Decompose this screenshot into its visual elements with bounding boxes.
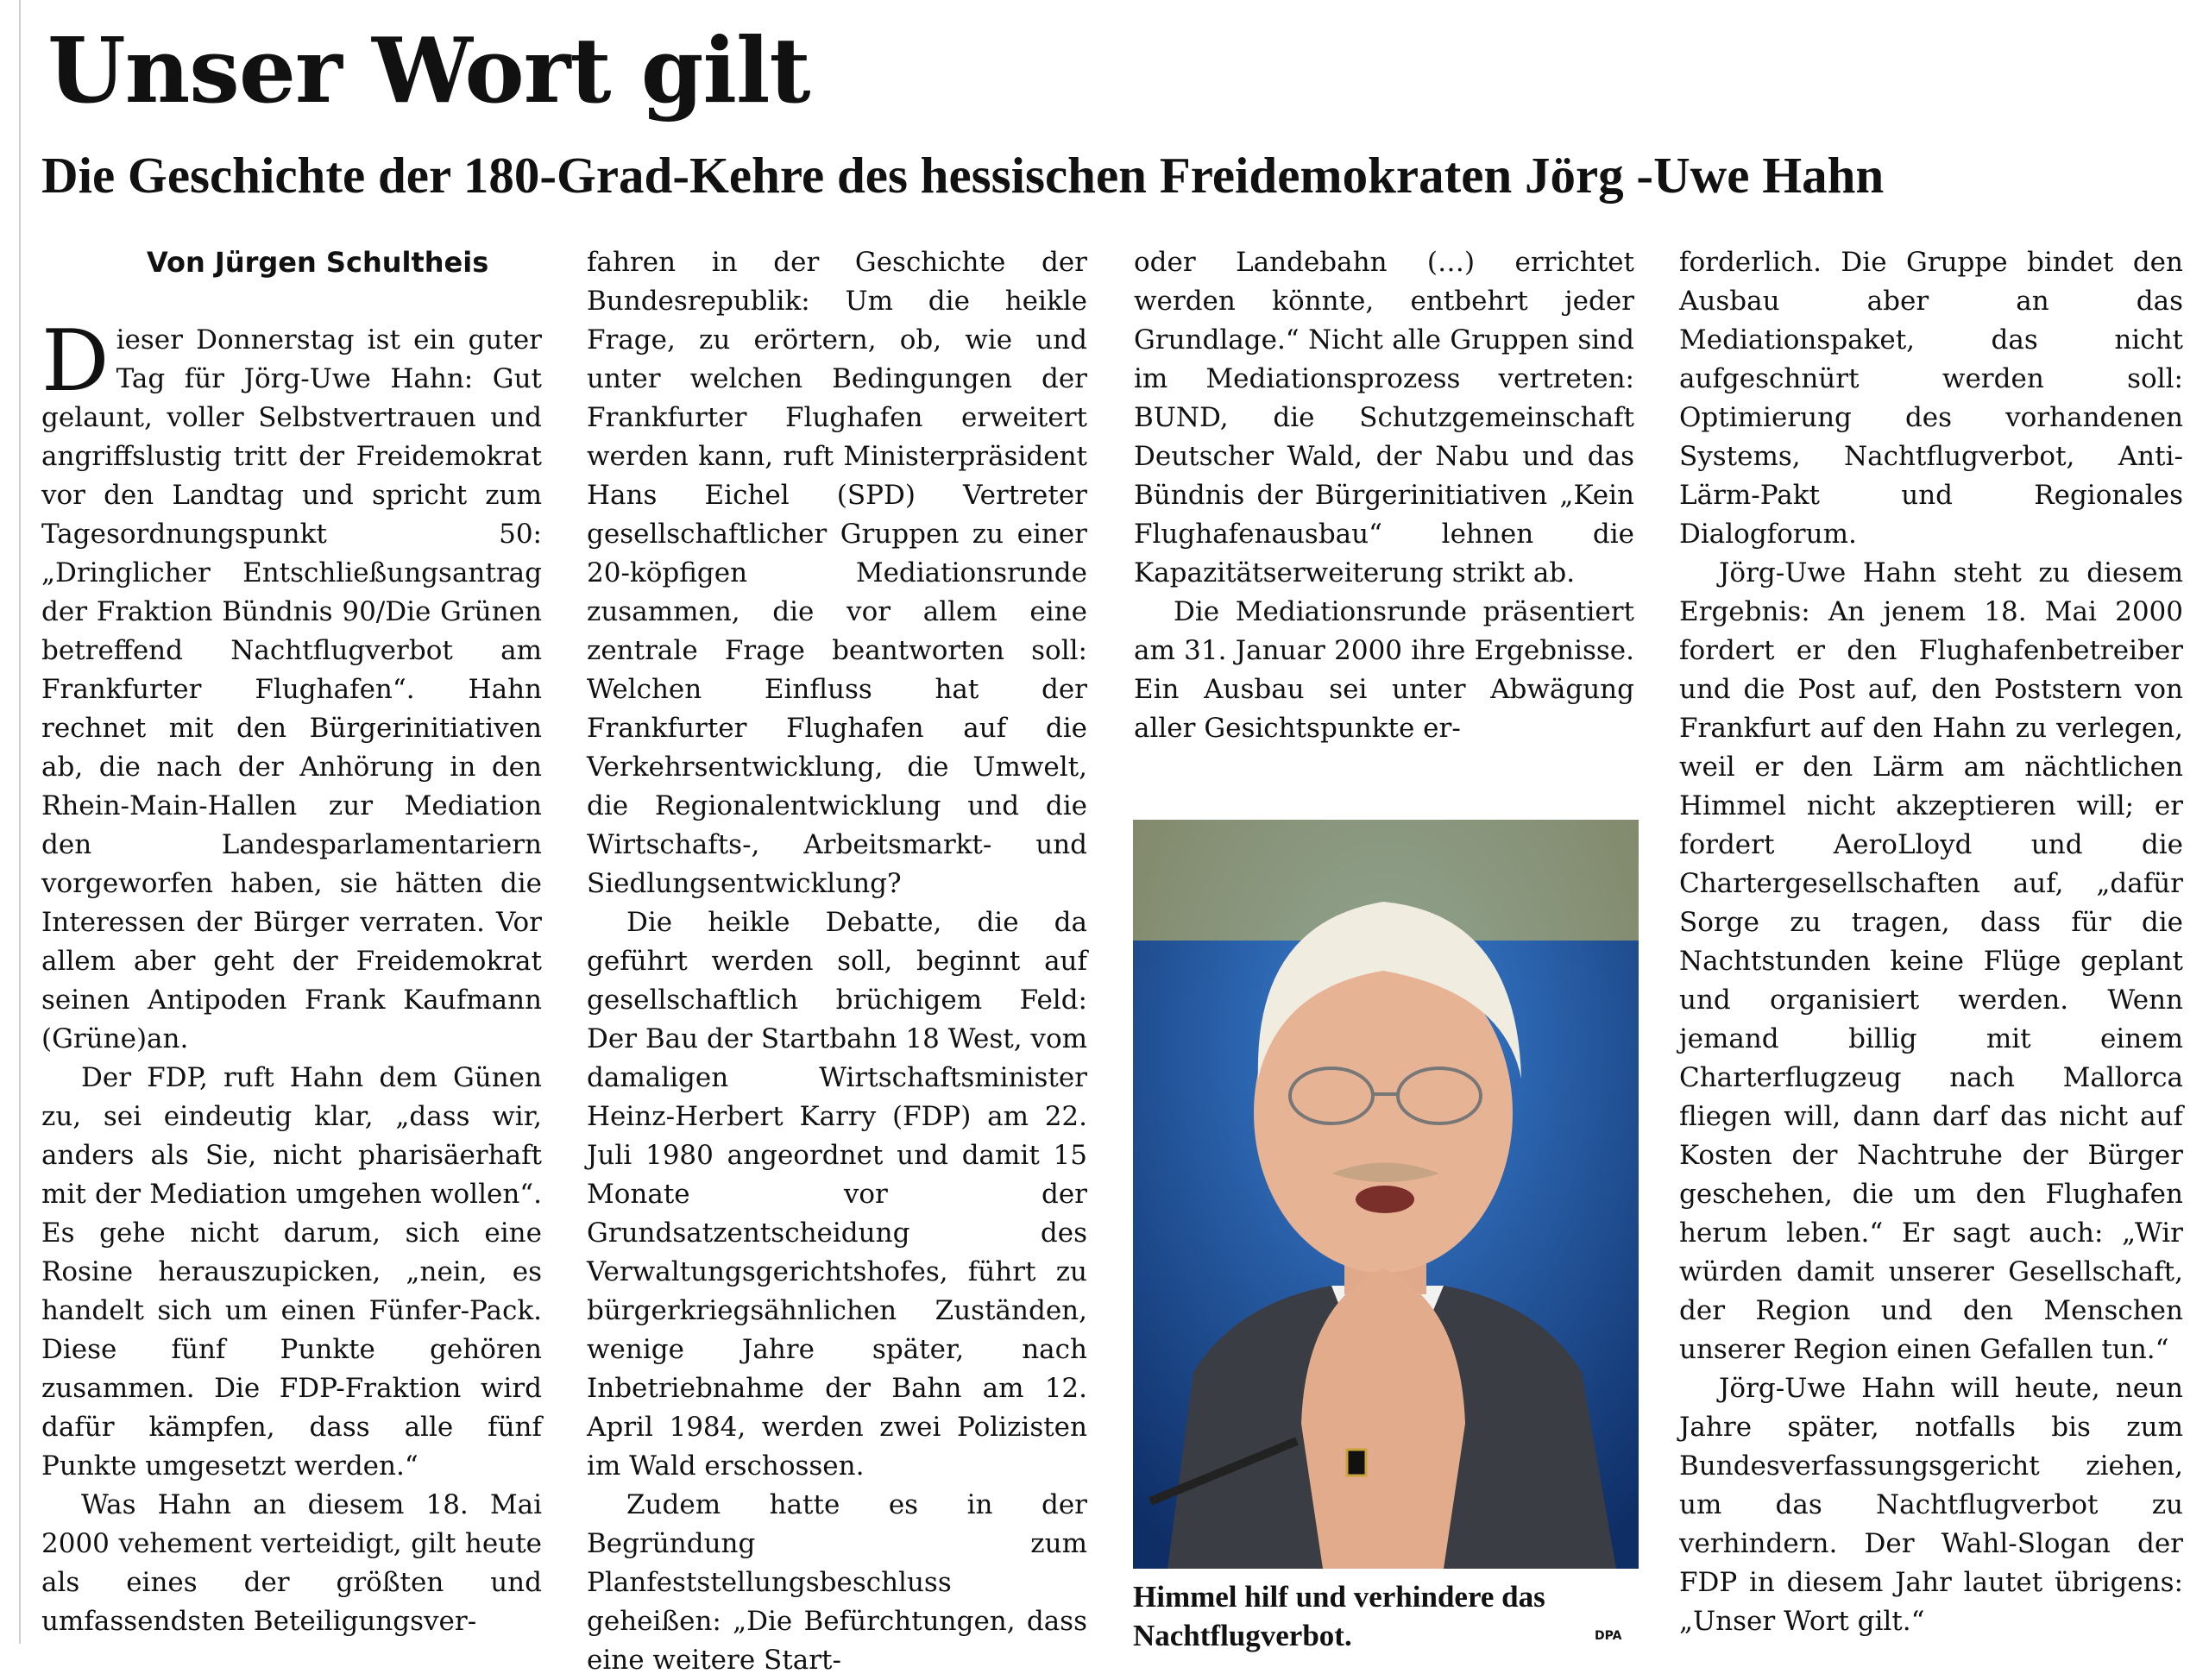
paragraph: oder Landebahn (…) errichtet werden könnte, entbehrt jeder Grundlage.“ Nicht alle Gruppen sind im Mediationsprozess vertreten: BUND, die Schutzgemeinschaft Deutscher Wald, der Nabu und das Bündnis der Bürgerinitiativen „Kein Flughafenausbau“ lehnen die Kapazitätserweiterung strikt ab. — [1134, 247, 1634, 588]
portrait-illustration — [1133, 820, 1639, 1569]
photo-caption: Himmel hilf und verhindere das Nachtflugverbot. — [1133, 1580, 1545, 1652]
article-column-4 — [1679, 243, 2183, 1641]
paragraph: Jörg-Uwe Hahn steht zu diesem Ergebnis: An jenem 18. Mai 2000 fordert er den Flughafenbetreiber und die Post auf, den Poststern von Frankfurt auf den Hahn zu verlegen, weil er den Lärm am nächtlichen Himmel nicht akzeptieren will; er fordert AeroLloyd und die Chartergesellschaften auf, „dafür Sorge zu tragen, dass für die Nachtstunden keine Flüge geplant und organisiert werden. Wenn jemand billig mit einem Charterflugzeug nach Mallorca fliegen will, dann darf das nicht auf Kosten der Nachtruhe der Bürger geschehen, die um den Flughafen herum leben.“ Er sagt auch: „Wir würden damit unserer Gesellschaft, der Region und den Menschen unserer Region einen Gefallen tun.“ — [1679, 557, 2183, 1365]
column-rule — [19, 0, 21, 1644]
article-column-3 — [1134, 243, 1634, 748]
paragraph: Was Hahn an diesem 18. Mai 2000 vehement verteidigt, gilt heute als eines der größten und umfassendsten Beteiligungsver- — [41, 1489, 542, 1637]
headline: Unser Wort gilt — [47, 17, 810, 123]
article-column-1 — [41, 312, 542, 1641]
photo-credit: DPA — [1595, 1629, 1622, 1643]
paragraph: Die Mediationsrunde präsentiert am 31. Januar 2000 ihre Ergebnisse. Ein Ausbau sei unter Abwägung aller Gesichtspunkte er- — [1134, 596, 1634, 744]
paragraph: forderlich. Die Gruppe bindet den Ausbau aber an das Mediationspaket, das nicht aufgeschnürt werden soll: Optimierung des vorhandenen Systems, Nachtflugverbot, Anti-Lärm-Pakt und Regionales Dialogforum. — [1679, 247, 2183, 550]
dropcap: D — [41, 312, 110, 411]
paragraph: Dieser Donnerstag ist ein guter Tag für Jörg-Uwe Hahn: Gut gelaunt, voller Selbstvertrauen und angriffslustig tritt der Freidemokrat vor den Landtag und spricht zum Tagesordnungspunkt 50: „Dringlicher Entschließungsantrag der Fraktion Bündnis 90/Die Grünen betreffend Nachtflugverbot am Frankfurter Flughafen“. Hahn rechnet mit den Bürgerinitiativen ab, die nach der Anhörung in den Rhein-Main-Hallen zur Mediation den Landesparlamentariern vorgeworfen haben, sie hätten die Interessen der Bürger verraten. Vor allem aber geht der Freidemokrat seinen Antipoden Frank Kaufmann (Grüne)an. — [41, 312, 542, 1054]
paragraph: Der FDP, ruft Hahn dem Günen zu, sei eindeutig klar, „dass wir, anders als Sie, nicht pharisäerhaft mit der Mediation umgehen wollen“. Es gehe nicht darum, sich eine Rosine herauszupicken, „nein, es handelt sich um einen Fünfer-Pack. Diese fünf Punkte gehören zusammen. Die FDP-Fraktion wird dafür kämpfen, dass alle fünf Punkte umgesetzt werden.“ — [41, 1062, 542, 1482]
paragraph: Die heikle Debatte, die da geführt werden soll, beginnt auf gesellschaftlich brüchigem Feld: Der Bau der Startbahn 18 West, vom damaligen Wirtschaftsminister Heinz-Herbert Karry (FDP) am 22. Juli 1980 angeordnet und damit 15 Monate vor der Grundsatzentscheidung des Verwaltungsgerichtshofes, führt zu bürgerkriegsähnlichen Zuständen, wenige Jahre später, nach Inbetriebnahme der Bahn am 12. April 1984, werden zwei Polizisten im Wald erschossen. — [587, 907, 1088, 1482]
byline: Von Jürgen Schultheis — [147, 246, 489, 279]
article-column-2 — [587, 243, 1087, 1680]
paragraph: Zudem hatte es in der Begründung zum Planfeststellungsbeschluss geheißen: „Die Befürchtungen, dass eine weitere Start- — [587, 1489, 1087, 1676]
subheadline: Die Geschichte der 180-Grad-Kehre des hessischen Freidemokraten Jörg -Uwe Hahn — [41, 147, 1885, 204]
paragraph: Jörg-Uwe Hahn will heute, neun Jahre später, notfalls bis zum Bundesverfassungsgericht ziehen, um das Nachtflugverbot zu verhindern. Der Wahl-Slogan der FDP in diesem Jahr lautet übrigens: „Unser Wort gilt.“ — [1679, 1373, 2183, 1637]
paragraph: fahren in der Geschichte der Bundesrepublik: Um die heikle Frage, zu erörtern, ob, wie und unter welchen Bedingungen der Frankfurter Flughafen erweitert werden kann, ruft Ministerpräsident Hans Eichel (SPD) Vertreter gesellschaftlicher Gruppen zu einer 20-köpfigen Mediationsrunde zusammen, die vor allem eine zentrale Frage beantworten soll: Welchen Einfluss hat der Frankfurter Flughafen auf die Verkehrsentwicklung, die Umwelt, die Regionalentwicklung und die Wirtschafts-, Arbeitsmarkt- und Siedlungsentwicklung? — [587, 247, 1087, 899]
portrait-photo — [1133, 820, 1639, 1569]
